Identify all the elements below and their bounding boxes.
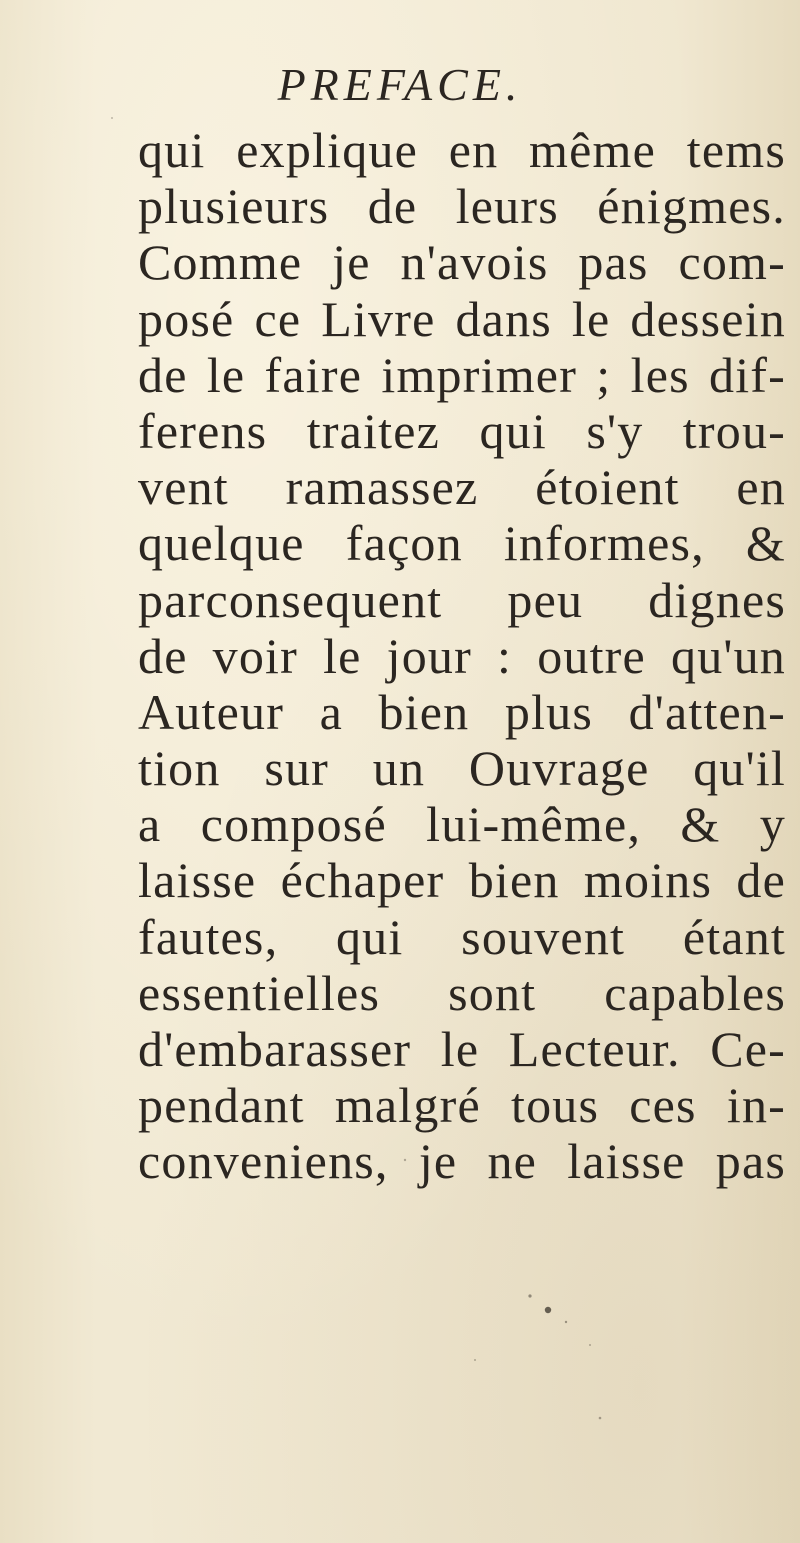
text-line-17: d'embarasser le Lecteur. Ce- <box>138 1021 786 1077</box>
text-line-16: essentielles sont capables <box>138 964 786 1021</box>
text-line-19: conveniens, je ne laisse pas <box>138 1133 786 1190</box>
text-line-3: Comme je n'avois pas com- <box>138 234 786 291</box>
text-line-10: de voir le jour : outre qu'un <box>138 627 786 684</box>
text-line-8: quelque façon informes, & <box>138 515 786 572</box>
text-line-18: pendant malgré tous ces in- <box>138 1077 786 1134</box>
text-line-13: a composé lui-même, & y <box>138 796 786 853</box>
text-line-7: vent ramassez étoient en <box>138 459 786 516</box>
text-line-9: parconsequent peu dignes <box>138 571 786 628</box>
text-line-12: tion sur un Ouvrage qu'il <box>138 740 786 797</box>
text-line-15: fautes, qui souvent étant <box>138 908 786 965</box>
running-head: PREFACE. <box>277 59 523 110</box>
body-text <box>138 122 786 1190</box>
text-line-5: de le faire imprimer ; les dif- <box>138 346 786 403</box>
text-line-2: plusieurs de leurs énigmes. <box>138 178 786 235</box>
text-line-4: posé ce Livre dans le dessein <box>138 290 786 347</box>
text-line-11: Auteur a bien plus d'atten- <box>138 683 786 740</box>
text-line-14: laisse échaper bien moins de <box>138 852 786 909</box>
text-line-6: ferens traitez qui s'y trou- <box>138 402 786 459</box>
text-line-1: qui explique en même tems <box>138 122 786 178</box>
